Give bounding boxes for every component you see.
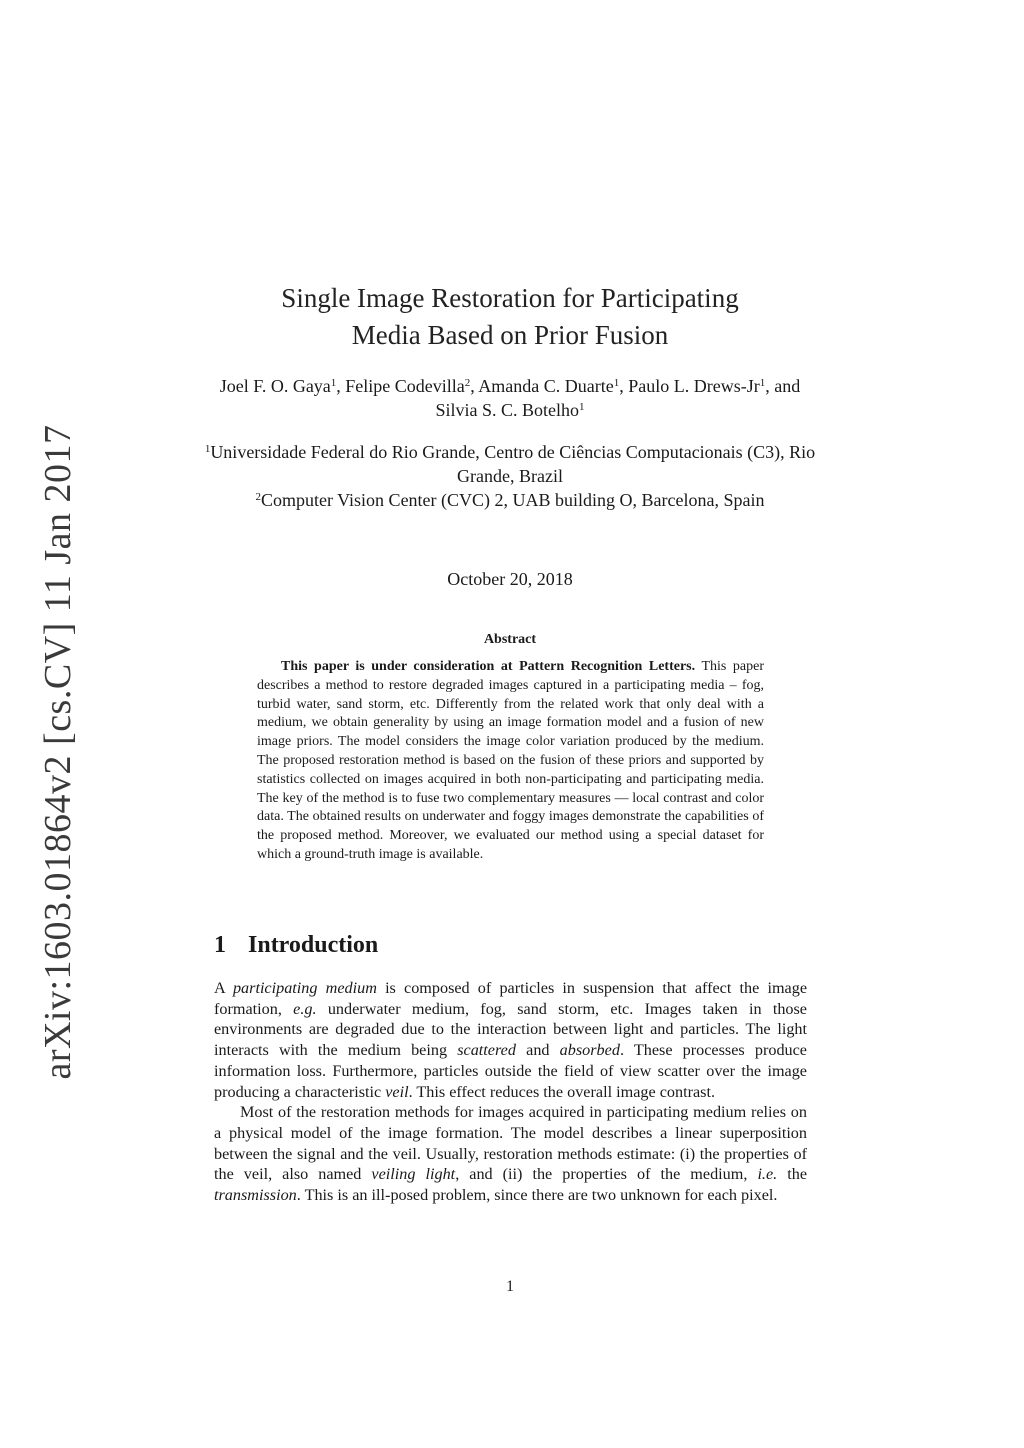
author-name: , Felipe Codevilla	[336, 376, 465, 396]
emphasis-run: transmission	[214, 1186, 297, 1205]
emphasis-run: scattered	[457, 1041, 516, 1060]
text-run: is composed of particles in suspension that affect the image formation,	[214, 979, 807, 1018]
text-run: , and (ii) the properties of the medium,	[455, 1165, 758, 1184]
author-name: , and Silvia S. C. Botelho	[435, 376, 801, 420]
emphasis-run: veil	[385, 1082, 409, 1101]
paragraph-1	[214, 978, 807, 1102]
author-name: Joel F. O. Gaya	[219, 376, 331, 396]
affiliation-1	[200, 440, 820, 488]
author-affiliation-mark: 1	[330, 377, 337, 389]
emphasis-run: veiling light	[371, 1165, 456, 1184]
author-name: , Paulo L. Drews-Jr	[619, 376, 760, 396]
abstract-lead: This paper is under consideration at Pattern Recognition Letters.	[281, 659, 696, 674]
author-name: , Amanda C. Duarte	[470, 376, 614, 396]
author-affiliation-mark: 1	[579, 401, 585, 413]
text-run: underwater medium, fog, sand storm, etc. Images taken in those environments are degraded due to the interaction between light and particles. The light interacts with the medium being	[214, 999, 807, 1060]
affiliation-text: Universidade Federal do Rio Grande, Centro de Ciências Computacionais (C3), Rio Grande, Brazil	[210, 442, 816, 486]
affiliation-2	[200, 488, 820, 512]
abstract-body	[257, 658, 764, 865]
author-affiliation-mark: 2	[464, 377, 471, 389]
section-heading	[214, 932, 378, 959]
text-run: the	[777, 1165, 808, 1184]
arxiv-identifier-stamp: arXiv:1603.01864v2 [cs.CV] 11 Jan 2017	[37, 424, 79, 1080]
paper-title	[200, 280, 820, 354]
text-run: Most of the restoration methods for images acquired in participating medium relies on a physical model of the image formation. The model describes a linear superposition between the signal and the veil. Usually, restoration methods estimate: (i) the properties of the veil, also named	[214, 1103, 807, 1184]
text-run: . This effect reduces the overall image contrast.	[408, 1082, 716, 1101]
title-line-2: Media Based on Prior Fusion	[351, 320, 669, 350]
affiliation-list	[200, 440, 820, 512]
affiliation-mark: 1	[204, 443, 211, 455]
text-run: . These processes produce information loss. Furthermore, particles outside the field of view scatter over the image producing a characteristic	[214, 1041, 807, 1101]
emphasis-run: participating medium	[232, 979, 377, 997]
emphasis-run: i.e.	[757, 1165, 778, 1184]
author-list	[200, 374, 820, 422]
affiliation-text: Computer Vision Center (CVC) 2, UAB building O, Barcelona, Spain	[260, 490, 765, 510]
abstract-heading: Abstract	[483, 632, 537, 647]
author-affiliation-mark: 1	[759, 377, 766, 389]
title-line-1: Single Image Restoration for Participating	[281, 283, 739, 313]
introduction-body	[214, 978, 807, 1206]
emphasis-run: absorbed	[559, 1041, 620, 1060]
page-number: 1	[506, 1278, 514, 1295]
paragraph-2	[214, 1102, 807, 1206]
abstract-text: This paper describes a method to restore degraded images captured in a participating media – fog, turbid water, sand storm, etc. Differently from the related work that only deal with a medium, we obtain generality by using an image formation model and a fusion of new image priors. The model considers the image color variation produced by the medium. The proposed restoration method is based on the fusion of these priors and supported by statistics collected on images acquired in both non-participating and participating media. The key of the method is to fuse two complementary measures — local contrast and color data. The obtained results on underwater and foggy images demonstrate the capabilities of the proposed method. Moreover, we evaluated our method using a special dataset for which a ground-truth image is available.	[257, 659, 765, 862]
text-run: A	[214, 979, 233, 997]
text-run: . This is an ill-posed problem, since there are two unknown for each pixel.	[296, 1186, 778, 1205]
emphasis-run: e.g.	[293, 999, 317, 1018]
author-affiliation-mark: 1	[613, 377, 620, 389]
text-run: and	[515, 1041, 560, 1060]
paper-date: October 20, 2018	[447, 569, 573, 589]
section-number: 1	[214, 932, 226, 958]
section-title: Introduction	[248, 932, 379, 958]
affiliation-mark: 2	[255, 491, 261, 503]
